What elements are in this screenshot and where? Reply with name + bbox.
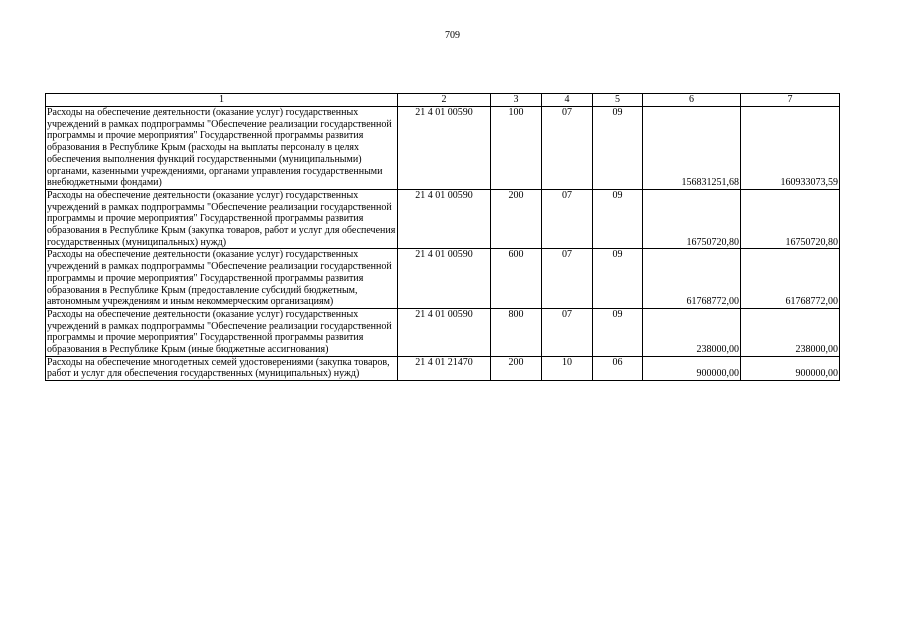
- row-amount-col6: 61768772,00: [643, 249, 741, 309]
- row-col3: 600: [491, 249, 542, 309]
- row-code: 21 4 01 21470: [398, 356, 491, 380]
- table-row: [46, 356, 840, 380]
- row-col5: 09: [593, 189, 643, 249]
- row-description: Расходы на обеспечение многодетных семей удостоверениями (закупка товаров, работ и услуг для обеспечения государственных (муниципальных) нужд): [46, 356, 398, 380]
- row-col4: 07: [542, 308, 593, 356]
- header-col-6: 6: [643, 94, 741, 107]
- header-col-2: 2: [398, 94, 491, 107]
- row-amount-col6: 16750720,80: [643, 189, 741, 249]
- row-amount-col7: 160933073,59: [741, 107, 840, 190]
- row-col4: 07: [542, 249, 593, 309]
- row-col5: 09: [593, 308, 643, 356]
- header-col-5: 5: [593, 94, 643, 107]
- row-col3: 200: [491, 356, 542, 380]
- row-code: 21 4 01 00590: [398, 107, 491, 190]
- row-amount-col7: 61768772,00: [741, 249, 840, 309]
- table-header-row: [46, 94, 840, 107]
- row-description: Расходы на обеспечение деятельности (оказание услуг) государственных учреждений в рамках подпрограммы "Обеспечение реализации государственной программы и прочие мероприятия" Государственной программы развития образования в Республике Крым (расходы на выплаты персоналу в целях обеспечения выполнения функций государственными (муниципальными) органами, казенными учреждениями, органами управления государственными внебюджетными фондами): [46, 107, 398, 190]
- row-col3: 200: [491, 189, 542, 249]
- row-description: Расходы на обеспечение деятельности (оказание услуг) государственных учреждений в рамках подпрограммы "Обеспечение реализации государственной программы и прочие мероприятия" Государственной программы развития образования в Республике Крым (иные бюджетные ассигнования): [46, 308, 398, 356]
- row-amount-col7: 238000,00: [741, 308, 840, 356]
- header-col-4: 4: [542, 94, 593, 107]
- row-col3: 100: [491, 107, 542, 190]
- page-number: 709: [445, 30, 460, 41]
- budget-table: [45, 93, 840, 381]
- row-col5: 09: [593, 107, 643, 190]
- row-col5: 06: [593, 356, 643, 380]
- table-row: [46, 189, 840, 249]
- table-row: [46, 107, 840, 190]
- row-description: Расходы на обеспечение деятельности (оказание услуг) государственных учреждений в рамках подпрограммы "Обеспечение реализации государственной программы и прочие мероприятия" Государственной программы развития образования в Республике Крым (закупка товаров, работ и услуг для обеспечения государственных (муниципальных) нужд): [46, 189, 398, 249]
- row-col3: 800: [491, 308, 542, 356]
- header-col-1: 1: [46, 94, 398, 107]
- row-code: 21 4 01 00590: [398, 249, 491, 309]
- row-amount-col7: 16750720,80: [741, 189, 840, 249]
- row-col4: 07: [542, 189, 593, 249]
- row-code: 21 4 01 00590: [398, 308, 491, 356]
- row-col4: 10: [542, 356, 593, 380]
- row-amount-col7: 900000,00: [741, 356, 840, 380]
- row-amount-col6: 156831251,68: [643, 107, 741, 190]
- row-amount-col6: 238000,00: [643, 308, 741, 356]
- row-col5: 09: [593, 249, 643, 309]
- table-row: [46, 308, 840, 356]
- header-col-7: 7: [741, 94, 840, 107]
- table-row: [46, 249, 840, 309]
- row-code: 21 4 01 00590: [398, 189, 491, 249]
- row-amount-col6: 900000,00: [643, 356, 741, 380]
- header-col-3: 3: [491, 94, 542, 107]
- row-description: Расходы на обеспечение деятельности (оказание услуг) государственных учреждений в рамках подпрограммы "Обеспечение реализации государственной программы и прочие мероприятия" Государственной программы развития образования в Республике Крым (предоставление субсидий бюджетным, автономным учреждениям и иным некоммерческим организациям): [46, 249, 398, 309]
- row-col4: 07: [542, 107, 593, 190]
